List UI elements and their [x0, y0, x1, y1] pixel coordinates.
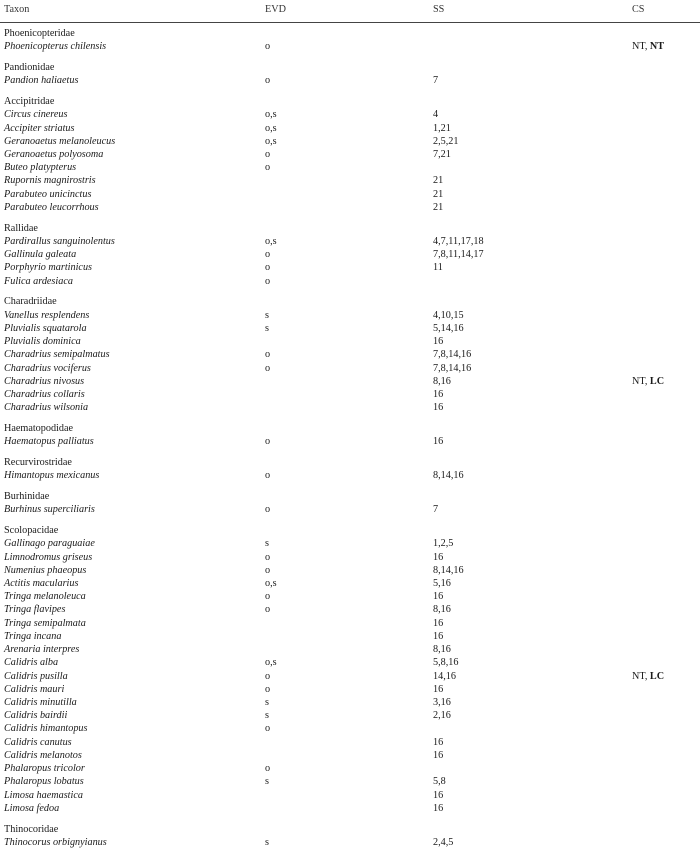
cs-status-b: NT — [649, 41, 665, 53]
table-row — [0, 161, 700, 174]
table-row — [0, 537, 700, 550]
table-row — [0, 248, 700, 261]
family-name: Haematopodidae — [4, 422, 74, 434]
table-row — [0, 235, 700, 248]
sites-value: 3,16 — [433, 696, 451, 708]
sites-value: 7,8,14,16 — [433, 349, 472, 361]
sites-value: 4,10,15 — [433, 309, 464, 321]
sites-value: 21 — [433, 188, 444, 200]
table-row — [0, 188, 700, 201]
sites-value: 5,8 — [433, 776, 446, 788]
species-name: Pardirallus sanguinolentus — [4, 235, 115, 247]
family-row — [0, 456, 700, 469]
evidence-value: o — [265, 551, 271, 563]
species-name: Buteo platypterus — [4, 162, 77, 174]
sites-value: 5,14,16 — [433, 322, 464, 334]
table-row — [0, 348, 700, 361]
table-row — [0, 709, 700, 722]
evidence-value: o — [265, 275, 271, 287]
table-row — [0, 174, 700, 187]
evidence-value: s — [265, 836, 269, 848]
species-name: Calidris bairdii — [4, 710, 68, 722]
table-row — [0, 836, 700, 849]
evidence-value: s — [265, 309, 269, 321]
family-name: Accipitridae — [4, 96, 55, 108]
table-row — [0, 603, 700, 616]
evidence-value: o — [265, 604, 271, 616]
sites-value: 11 — [433, 262, 443, 274]
sites-value: 8,16 — [433, 644, 451, 655]
evidence-value: o — [265, 75, 271, 87]
evidence-value: o,s — [265, 109, 277, 121]
sites-value: 2,4,5 — [433, 836, 454, 848]
family-name: Thinocoridae — [4, 823, 59, 835]
family-row — [0, 61, 700, 74]
species-name: Arenaria interpres — [4, 644, 80, 655]
conservation-status — [632, 40, 664, 53]
species-name: Parabuteo leucorrhous — [4, 201, 99, 213]
evidence-value: o — [265, 591, 271, 603]
evidence-value: o,s — [265, 657, 277, 669]
evidence-value: s — [265, 322, 269, 334]
evidence-value: o — [265, 683, 271, 695]
conservation-status — [632, 670, 664, 683]
evidence-value: s — [265, 538, 269, 550]
species-name: Limosa fedoa — [4, 802, 60, 814]
species-name: Tringa flavipes — [4, 604, 66, 616]
species-name: Pandion haliaetus — [4, 75, 79, 87]
table-row — [0, 309, 700, 322]
species-name: Limosa haemastica — [4, 789, 83, 801]
evidence-value: o,s — [265, 122, 277, 134]
evidence-value: o — [265, 41, 271, 53]
sites-value: 16 — [433, 436, 444, 448]
evidence-value: s — [265, 696, 269, 708]
species-name: Actitis macularius — [4, 577, 79, 589]
species-name: Geranoaetus melanoleucus — [4, 135, 116, 147]
species-name: Gallinula galeata — [4, 249, 77, 261]
species-name: Limnodromus griseus — [4, 551, 93, 563]
table-row — [0, 643, 700, 656]
table-row — [0, 401, 700, 414]
sites-value: 2,5,21 — [433, 135, 459, 147]
sites-value: 7,21 — [433, 149, 451, 160]
table-row — [0, 261, 700, 274]
evidence-value: s — [265, 776, 269, 788]
sites-value: 16 — [433, 336, 444, 347]
table-row — [0, 362, 700, 375]
sites-value: 4,7,11,17,18 — [433, 235, 484, 247]
table-row — [0, 375, 700, 388]
sites-value: 16 — [433, 591, 444, 603]
evidence-value: o — [265, 670, 271, 682]
cs-status-a: NT, — [632, 375, 650, 387]
sites-value: 1,21 — [433, 122, 451, 134]
species-name: Phoenicopterus chilensis — [4, 41, 107, 53]
table-row — [0, 683, 700, 696]
sites-value: 14,16 — [433, 670, 456, 682]
sites-value: 1,2,5 — [433, 538, 454, 550]
family-name: Charadriidae — [4, 296, 57, 308]
species-name: Phalaropus tricolor — [4, 763, 85, 774]
table-row — [0, 503, 700, 516]
table-row — [0, 40, 700, 53]
sites-value: 7 — [433, 504, 439, 516]
table-row — [0, 762, 700, 775]
sites-value: 5,8,16 — [433, 657, 459, 669]
species-name: Charadrius nivosus — [4, 375, 85, 387]
species-name: Charadrius vociferus — [4, 362, 91, 374]
table-row — [0, 749, 700, 762]
table-row — [0, 696, 700, 709]
evidence-value: s — [265, 710, 269, 722]
header-cs: CS — [632, 4, 645, 15]
family-row — [0, 95, 700, 108]
table-row — [0, 630, 700, 643]
species-name: Calidris canutus — [4, 736, 72, 748]
sites-value: 8,16 — [433, 375, 451, 387]
table-row — [0, 388, 700, 401]
table-row — [0, 148, 700, 161]
table-row — [0, 656, 700, 669]
family-row — [0, 490, 700, 503]
table-header-row — [0, 3, 700, 16]
table-row — [0, 775, 700, 788]
table-row — [0, 617, 700, 630]
evidence-value: o,s — [265, 135, 277, 147]
species-name: Himantopus mexicanus — [4, 470, 100, 482]
sites-value: 16 — [433, 617, 444, 629]
species-name: Phalaropus lobatus — [4, 776, 84, 788]
sites-value: 16 — [433, 402, 444, 414]
species-name: Gallinago paraguaiae — [4, 538, 95, 550]
species-name: Circus cinereus — [4, 109, 68, 121]
evidence-value: o — [265, 763, 271, 774]
sites-value: 8,16 — [433, 604, 451, 616]
family-name: Pandionidae — [4, 62, 55, 73]
table-row — [0, 590, 700, 603]
table-row — [0, 201, 700, 214]
species-name: Numenius phaeopus — [4, 564, 87, 576]
species-name: Calidris pusilla — [4, 670, 68, 682]
evidence-value: o — [265, 436, 271, 448]
sites-value: 16 — [433, 749, 444, 761]
sites-value: 8,14,16 — [433, 564, 464, 576]
species-name: Thinocorus orbignyianus — [4, 836, 107, 848]
species-name: Pluvialis dominica — [4, 336, 81, 347]
species-name: Haematopus palliatus — [4, 436, 94, 448]
species-name: Tringa melanoleuca — [4, 591, 86, 603]
sites-value: 16 — [433, 802, 444, 814]
evidence-value: o — [265, 149, 271, 160]
species-name: Tringa incana — [4, 630, 62, 642]
table-row — [0, 736, 700, 749]
species-name: Pluvialis squatarola — [4, 322, 87, 334]
evidence-value: o — [265, 504, 271, 516]
table-row — [0, 435, 700, 448]
family-row — [0, 295, 700, 308]
family-row — [0, 27, 700, 40]
evidence-value: o — [265, 470, 271, 482]
cs-status-a: NT, — [632, 41, 650, 53]
species-name: Vanellus resplendens — [4, 309, 90, 321]
sites-value: 16 — [433, 388, 444, 400]
sites-value: 7,8,11,14,17 — [433, 249, 484, 261]
species-name: Accipiter striatus — [4, 122, 75, 134]
table-row — [0, 322, 700, 335]
table-row — [0, 789, 700, 802]
sites-value: 7,8,14,16 — [433, 362, 472, 374]
species-name: Calidris mauri — [4, 683, 65, 695]
table-row — [0, 135, 700, 148]
sites-value: 16 — [433, 789, 444, 801]
evidence-value: o — [265, 362, 271, 374]
sites-value: 16 — [433, 551, 444, 563]
family-name: Scolopacidae — [4, 525, 59, 537]
species-name: Geranoaetus polyosoma — [4, 149, 104, 160]
family-name: Rallidae — [4, 222, 38, 234]
species-name: Fulica ardesiaca — [4, 275, 73, 287]
species-name: Charadrius wilsonia — [4, 402, 89, 414]
species-name: Tringa semipalmata — [4, 617, 86, 629]
sites-value: 7 — [433, 75, 439, 87]
table-row — [0, 108, 700, 121]
species-name: Charadrius semipalmatus — [4, 349, 110, 361]
family-name: Phoenicopteridae — [4, 28, 75, 39]
table-row — [0, 564, 700, 577]
table-row — [0, 469, 700, 482]
family-name: Burhinidae — [4, 491, 50, 502]
table-row — [0, 122, 700, 135]
table-row — [0, 551, 700, 564]
species-name: Calidris himantopus — [4, 723, 88, 735]
species-name: Calidris minutilla — [4, 696, 77, 708]
evidence-value: o,s — [265, 235, 277, 247]
species-name: Rupornis magnirostris — [4, 175, 96, 187]
family-row — [0, 823, 700, 836]
sites-value: 21 — [433, 201, 444, 213]
conservation-status — [632, 375, 664, 388]
sites-value: 16 — [433, 736, 444, 748]
table-row — [0, 335, 700, 348]
sites-value: 2,16 — [433, 710, 451, 722]
evidence-value: o — [265, 723, 271, 735]
species-name: Burhinus superciliaris — [4, 504, 95, 516]
table-row — [0, 74, 700, 87]
table-row — [0, 275, 700, 288]
table-row — [0, 722, 700, 735]
species-name: Porphyrio martinicus — [4, 262, 93, 274]
species-name: Parabuteo unicinctus — [4, 188, 92, 200]
table-row — [0, 670, 700, 683]
header-taxon: Taxon — [4, 4, 30, 15]
evidence-value: o,s — [265, 577, 277, 589]
sites-value: 16 — [433, 630, 444, 642]
species-name: Calidris melanotos — [4, 749, 82, 761]
evidence-value: o — [265, 249, 271, 261]
species-name: Charadrius collaris — [4, 388, 85, 400]
species-name: Calidris alba — [4, 657, 59, 669]
table-row — [0, 802, 700, 815]
evidence-value: o — [265, 564, 271, 576]
family-row — [0, 422, 700, 435]
sites-value: 21 — [433, 175, 444, 187]
cs-status-b: LC — [649, 375, 665, 387]
header-rule — [0, 22, 700, 23]
cs-status-b: LC — [649, 670, 665, 682]
evidence-value: o — [265, 162, 271, 174]
header-ss: SS — [433, 4, 445, 15]
evidence-value: o — [265, 262, 271, 274]
sites-value: 16 — [433, 683, 444, 695]
header-evd: EVD — [265, 4, 286, 15]
family-row — [0, 524, 700, 537]
sites-value: 8,14,16 — [433, 470, 464, 482]
family-name: Recurvirostridae — [4, 457, 72, 468]
table-row — [0, 577, 700, 590]
evidence-value: o — [265, 349, 271, 361]
sites-value: 5,16 — [433, 577, 451, 589]
cs-status-a: NT, — [632, 670, 650, 682]
family-row — [0, 222, 700, 235]
sites-value: 4 — [433, 109, 439, 121]
